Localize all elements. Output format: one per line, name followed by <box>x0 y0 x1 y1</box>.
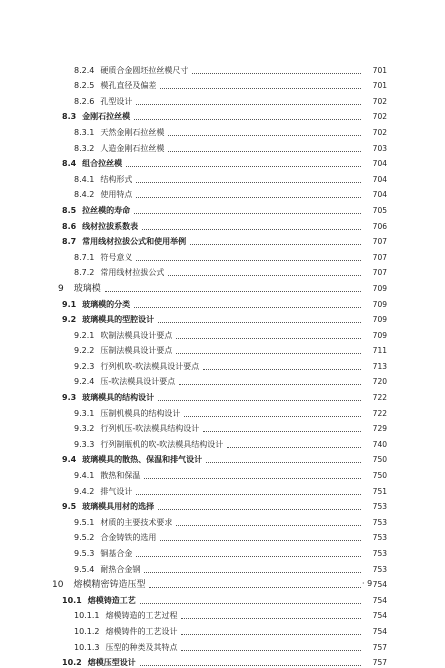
dot-leader <box>136 494 361 495</box>
toc-entry-title: 结构形式 <box>100 174 133 184</box>
toc-entry-number: 8.2.4 <box>74 65 95 75</box>
toc-entry <box>0 247 445 263</box>
toc-entry <box>0 481 445 497</box>
dot-leader <box>144 572 361 573</box>
dot-leader <box>144 478 361 479</box>
toc-entry-number: 8.3.1 <box>74 127 95 137</box>
toc-entry-title: 熔模铸造的工艺过程 <box>105 611 178 621</box>
toc-entry-page: 702 <box>372 127 387 137</box>
dot-leader <box>227 447 361 448</box>
toc-entry-title: 散热和保温 <box>100 471 141 481</box>
toc-entry-page: 706 <box>372 221 387 231</box>
toc-entry-page: 753 <box>372 517 387 527</box>
dot-leader <box>136 556 361 557</box>
toc-entry <box>0 138 445 154</box>
toc-entry-number: 9.3 <box>62 393 77 403</box>
toc-entry <box>0 310 445 326</box>
toc-entry-title: 线材拉拔系数表 <box>82 221 139 231</box>
toc-entry-page: 757 <box>372 642 387 652</box>
toc-entry <box>0 341 445 357</box>
table-of-contents <box>0 60 445 668</box>
toc-entry-title: 熔模压型设计 <box>87 658 136 668</box>
toc-entry-page: 709 <box>372 283 387 293</box>
toc-entry-title: 玻璃模 <box>73 283 101 294</box>
toc-entry-title: 天然金刚石拉丝模 <box>100 127 165 137</box>
toc-entry <box>0 325 445 341</box>
toc-entry-title: 使用特点 <box>100 190 133 200</box>
toc-entry <box>0 606 445 622</box>
toc-entry <box>0 76 445 92</box>
dot-leader <box>134 119 361 120</box>
toc-entry-title: 孔型设计 <box>100 96 133 106</box>
dot-leader <box>136 182 361 183</box>
dot-leader <box>179 384 361 385</box>
toc-entry-title: 压制机模具的结构设计 <box>100 408 181 418</box>
toc-entry-number: 8.4.2 <box>74 190 95 200</box>
dot-leader <box>206 462 361 463</box>
dot-leader <box>176 525 361 526</box>
toc-entry <box>0 169 445 185</box>
toc-entry-number: 9.2.1 <box>74 330 95 340</box>
toc-entry-number: 8.4.1 <box>74 174 95 184</box>
toc-entry-page: 740 <box>372 439 387 449</box>
toc-entry-page: 750 <box>372 455 387 465</box>
dot-leader <box>203 369 361 370</box>
toc-entry <box>0 590 445 606</box>
toc-entry-page: 720 <box>372 377 387 387</box>
toc-entry-title: 硬质合金圆坯拉丝模尺寸 <box>100 65 189 75</box>
toc-entry-number: 8.6 <box>62 221 77 231</box>
toc-entry-page: 701 <box>372 65 387 75</box>
toc-entry-page: 757 <box>372 658 387 668</box>
dot-leader <box>134 213 361 214</box>
toc-entry-page: 722 <box>372 393 387 403</box>
toc-entry-title: 组合拉丝模 <box>82 159 123 169</box>
toc-entry <box>0 60 445 76</box>
toc-entry-title: 拉丝模的寿命 <box>82 205 131 215</box>
toc-entry-page: 754 <box>372 595 387 605</box>
toc-entry-number: 9.5.3 <box>74 549 95 558</box>
toc-entry-title: 铜基合金 <box>100 549 133 558</box>
toc-entry-title: 吹制法模具设计要点 <box>100 330 173 340</box>
dot-leader <box>160 88 361 89</box>
toc-entry-page: 751 <box>372 486 387 496</box>
toc-entry-title: 常用线材拉拔公式和使用举例 <box>82 237 187 247</box>
toc-entry-title: 玻璃模具的型腔设计 <box>82 315 155 325</box>
toc-entry-page: 702 <box>372 112 387 122</box>
toc-entry-page: 753 <box>372 549 387 558</box>
dot-leader <box>168 275 361 276</box>
toc-entry-number: 9.3.2 <box>74 424 95 434</box>
toc-entry-number: 10.2 <box>62 658 82 668</box>
toc-entry <box>0 387 445 403</box>
toc-entry-page: 753 <box>372 533 387 543</box>
toc-entry-number: 8.7.2 <box>74 268 95 278</box>
toc-entry-number: 8.7 <box>62 237 77 247</box>
toc-entry-title: 玻璃模的分类 <box>82 299 131 309</box>
toc-entry <box>0 107 445 123</box>
toc-entry-number: 10.1.2 <box>74 626 100 636</box>
toc-entry <box>0 497 445 513</box>
dot-leader <box>184 416 361 417</box>
toc-entry-number: 9.2.2 <box>74 346 95 356</box>
toc-entry-page: 707 <box>372 268 387 278</box>
toc-entry-page: 709 <box>372 330 387 340</box>
toc-entry <box>0 278 445 294</box>
toc-entry-number: 9.5.1 <box>74 517 95 527</box>
toc-entry-number: 9.2.4 <box>74 377 95 387</box>
toc-entry <box>0 403 445 419</box>
toc-entry <box>0 372 445 388</box>
toc-entry <box>0 294 445 310</box>
toc-entry-number: 9.2 <box>62 315 77 325</box>
dot-leader <box>176 353 361 354</box>
toc-entry-title: 金刚石拉丝模 <box>82 112 131 122</box>
toc-entry <box>0 575 445 591</box>
toc-entry <box>0 185 445 201</box>
toc-entry-number: 8.5 <box>62 205 77 215</box>
toc-entry-number: 9 <box>58 283 64 294</box>
toc-entry-number: 9.4.1 <box>74 471 95 481</box>
dot-leader <box>142 229 361 230</box>
toc-entry <box>0 232 445 248</box>
toc-entry <box>0 356 445 372</box>
toc-entry-page: 702 <box>372 96 387 106</box>
toc-entry-number: 8.2.5 <box>74 81 95 91</box>
toc-entry-title: 行列机压-吹法模具结构设计 <box>100 424 200 434</box>
toc-entry-title: 行列机吹-吹法模具设计要点 <box>100 361 200 371</box>
dot-leader <box>168 151 361 152</box>
toc-entry-page: 704 <box>372 190 387 200</box>
toc-entry-number: 10.1.3 <box>74 642 100 652</box>
toc-entry <box>0 465 445 481</box>
toc-entry-title: 熔模铸件的工艺设计 <box>105 626 178 636</box>
toc-entry-title: 压制法模具设计要点 <box>100 346 173 356</box>
toc-entry <box>0 543 445 559</box>
dot-leader <box>126 166 361 167</box>
toc-entry-page: 729 <box>372 424 387 434</box>
toc-entry-number: 10.1.1 <box>74 611 100 621</box>
toc-entry <box>0 263 445 279</box>
dot-leader <box>176 338 361 339</box>
toc-entry-number: 9.5.2 <box>74 533 95 543</box>
toc-entry <box>0 434 445 450</box>
toc-entry <box>0 528 445 544</box>
toc-entry-number: 8.3 <box>62 112 77 122</box>
dot-leader <box>181 634 361 635</box>
dot-leader <box>190 244 361 245</box>
toc-entry-page: 705 <box>372 205 387 215</box>
toc-entry-number: 8.2.6 <box>74 96 95 106</box>
toc-entry-number: 8.4 <box>62 159 77 169</box>
toc-entry-number: 8.7.1 <box>74 252 95 262</box>
toc-entry-number: 9.5 <box>62 502 77 512</box>
toc-entry-number: 9.3.3 <box>74 439 95 449</box>
toc-entry-title: 合金铸铁的选用 <box>100 533 157 543</box>
toc-entry-page: 753 <box>372 564 387 574</box>
dot-leader <box>134 307 361 308</box>
toc-entry <box>0 450 445 466</box>
toc-entry-number: 10 <box>52 580 64 591</box>
toc-entry-page: 707 <box>372 237 387 247</box>
dot-leader <box>203 431 361 432</box>
toc-entry-title: 熔模精密铸造压型 <box>73 580 146 591</box>
toc-entry <box>0 91 445 107</box>
toc-entry-page: 707 <box>372 252 387 262</box>
dot-leader <box>105 291 361 292</box>
toc-entry <box>0 154 445 170</box>
toc-entry-title: 符号意义 <box>100 252 133 262</box>
toc-entry-page: 709 <box>372 315 387 325</box>
toc-entry <box>0 200 445 216</box>
toc-entry-page: 753 <box>372 502 387 512</box>
toc-entry-page: 722 <box>372 408 387 418</box>
dot-leader <box>136 260 361 261</box>
toc-entry-page: 703 <box>372 143 387 153</box>
toc-entry-page: 701 <box>372 81 387 91</box>
toc-entry <box>0 216 445 232</box>
dot-leader <box>181 650 361 651</box>
dot-leader <box>158 509 361 510</box>
dot-leader <box>158 322 361 323</box>
toc-entry-title: 玻璃模具的散热、保温和排气设计 <box>82 455 203 465</box>
toc-entry-title: 模孔直径及偏差 <box>100 81 157 91</box>
toc-entry <box>0 621 445 637</box>
dot-leader <box>158 400 361 401</box>
toc-entry-page: 754 <box>372 626 387 636</box>
toc-entry-number: 9.5.4 <box>74 564 95 574</box>
toc-entry-title: 耐热合金钢 <box>100 564 141 574</box>
toc-entry-title: 玻璃模具的结构设计 <box>82 393 155 403</box>
dot-leader <box>192 73 361 74</box>
toc-entry-page: 711 <box>372 346 387 356</box>
toc-entry <box>0 419 445 435</box>
toc-entry <box>0 653 445 668</box>
toc-entry-title: 人造金刚石拉丝模 <box>100 143 165 153</box>
dot-leader <box>140 665 361 666</box>
toc-entry-number: 8.3.2 <box>74 143 95 153</box>
toc-entry <box>0 637 445 653</box>
toc-entry-number: 9.2.3 <box>74 361 95 371</box>
toc-entry-page: 750 <box>372 471 387 481</box>
toc-entry-number: 9.3.1 <box>74 408 95 418</box>
toc-entry-title: 熔模铸造工艺 <box>87 595 136 605</box>
dot-leader <box>136 104 361 105</box>
toc-entry-number: 9.4.2 <box>74 486 95 496</box>
toc-entry-title: 常用线材拉拔公式 <box>100 268 165 278</box>
dot-leader <box>181 618 361 619</box>
toc-entry-title: 压-吹法模具设计要点 <box>100 377 176 387</box>
toc-entry <box>0 512 445 528</box>
toc-entry-page: 754 <box>372 580 387 590</box>
toc-entry-page: 709 <box>372 299 387 309</box>
toc-entry-title: 压型的种类及其特点 <box>105 642 178 652</box>
toc-entry <box>0 559 445 575</box>
toc-entry-title: 行列制瓶机的吹-吹法模具结构设计 <box>100 439 224 449</box>
toc-entry-title: 材质的主要技术要求 <box>100 517 173 527</box>
toc-entry-page: 704 <box>372 174 387 184</box>
toc-entry-number: 9.1 <box>62 299 77 309</box>
toc-entry-page: 754 <box>372 611 387 621</box>
toc-entry-title: 玻璃模具用材的选择 <box>82 502 155 512</box>
page-folio: · 9 · <box>362 579 378 588</box>
dot-leader <box>136 197 361 198</box>
dot-leader <box>168 135 361 136</box>
dot-leader <box>160 540 361 541</box>
dot-leader <box>149 587 361 588</box>
dot-leader <box>140 603 361 604</box>
toc-entry-number: 9.4 <box>62 455 77 465</box>
toc-entry-number: 10.1 <box>62 595 82 605</box>
toc-entry <box>0 122 445 138</box>
toc-entry-page: 713 <box>372 361 387 371</box>
toc-entry-title: 排气设计 <box>100 486 133 496</box>
toc-entry-page: 704 <box>372 159 387 169</box>
